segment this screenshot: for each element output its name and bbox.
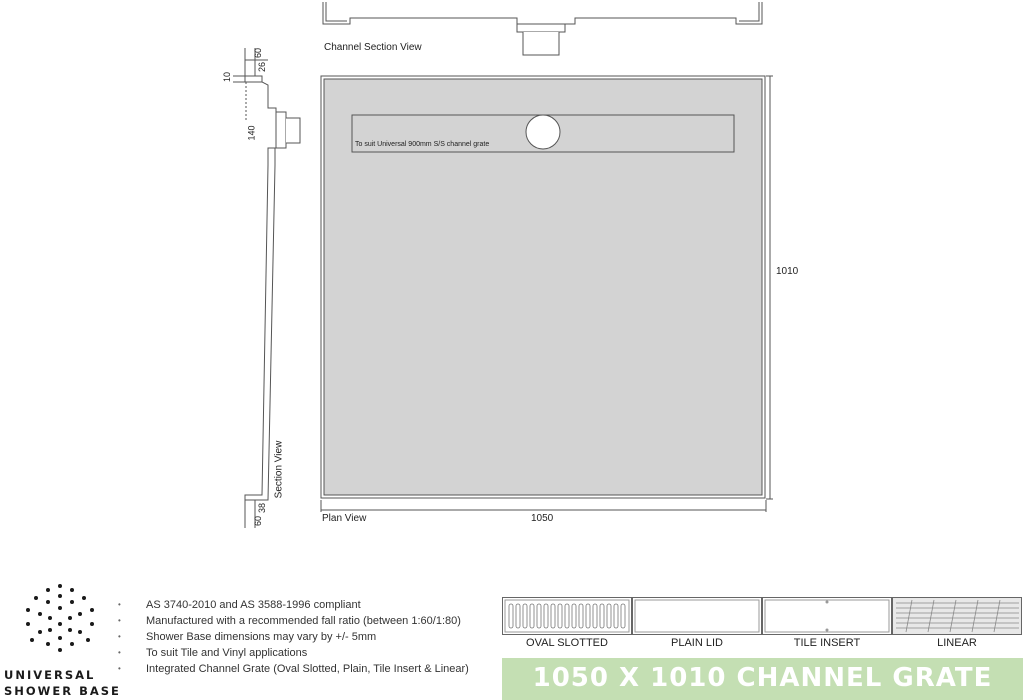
grate-label-oval-slotted: OVAL SLOTTED [526,637,608,649]
brand-name [4,667,121,699]
dim-top-10: 10 [222,71,233,83]
product-title: 1050 X 1010 CHANNEL GRATE [532,663,993,693]
width-dimension: 1050 [531,513,554,524]
feature-item: • Manufactured with a recommended fall ratio (between 1:60/1:80) [118,613,469,629]
side-section-view [233,48,300,528]
plain-lid-grate-icon [633,598,762,635]
grate-label-plain-lid: PLAIN LID [671,637,723,649]
brand-dots-logo-icon [20,582,100,662]
channel-section-label: Channel Section View [324,42,422,53]
dim-top-60: 60 [253,47,264,59]
dim-bottom-60: 60 [253,515,264,527]
feature-item: • AS 3740-2010 and AS 3588-1996 compliant [118,597,469,613]
brand-line-2: SHOWER BASE [4,684,121,698]
grate-options [502,597,1023,637]
waste-outlet-icon [526,115,560,149]
features-list [118,597,469,677]
channel-note: To suit Universal 900mm S/S channel grate [355,141,490,148]
feature-item: • To suit Tile and Vinyl applications [118,645,469,661]
linear-grate-icon [893,598,1022,635]
plan-view-label: Plan View [322,513,367,524]
feature-item: • Integrated Channel Grate (Oval Slotted, Plain, Tile Insert & Linear) [118,661,469,677]
feature-item: • Shower Base dimensions may vary by +/- 5mm [118,629,469,645]
grate-label-tile-insert: TILE INSERT [793,637,861,649]
tile-insert-grate-icon [763,598,892,635]
height-dimension: 1010 [776,266,799,277]
dim-top-26: 26 [257,61,268,73]
section-view-label: Section View [273,440,285,499]
grate-label-linear: LINEAR [937,637,977,649]
dim-mid-140: 140 [246,125,257,141]
dim-bottom-38: 38 [257,502,268,514]
brand-line-1: UNIVERSAL [4,668,96,682]
oval-slotted-grate-icon [503,598,632,635]
product-title-banner [502,658,1023,700]
